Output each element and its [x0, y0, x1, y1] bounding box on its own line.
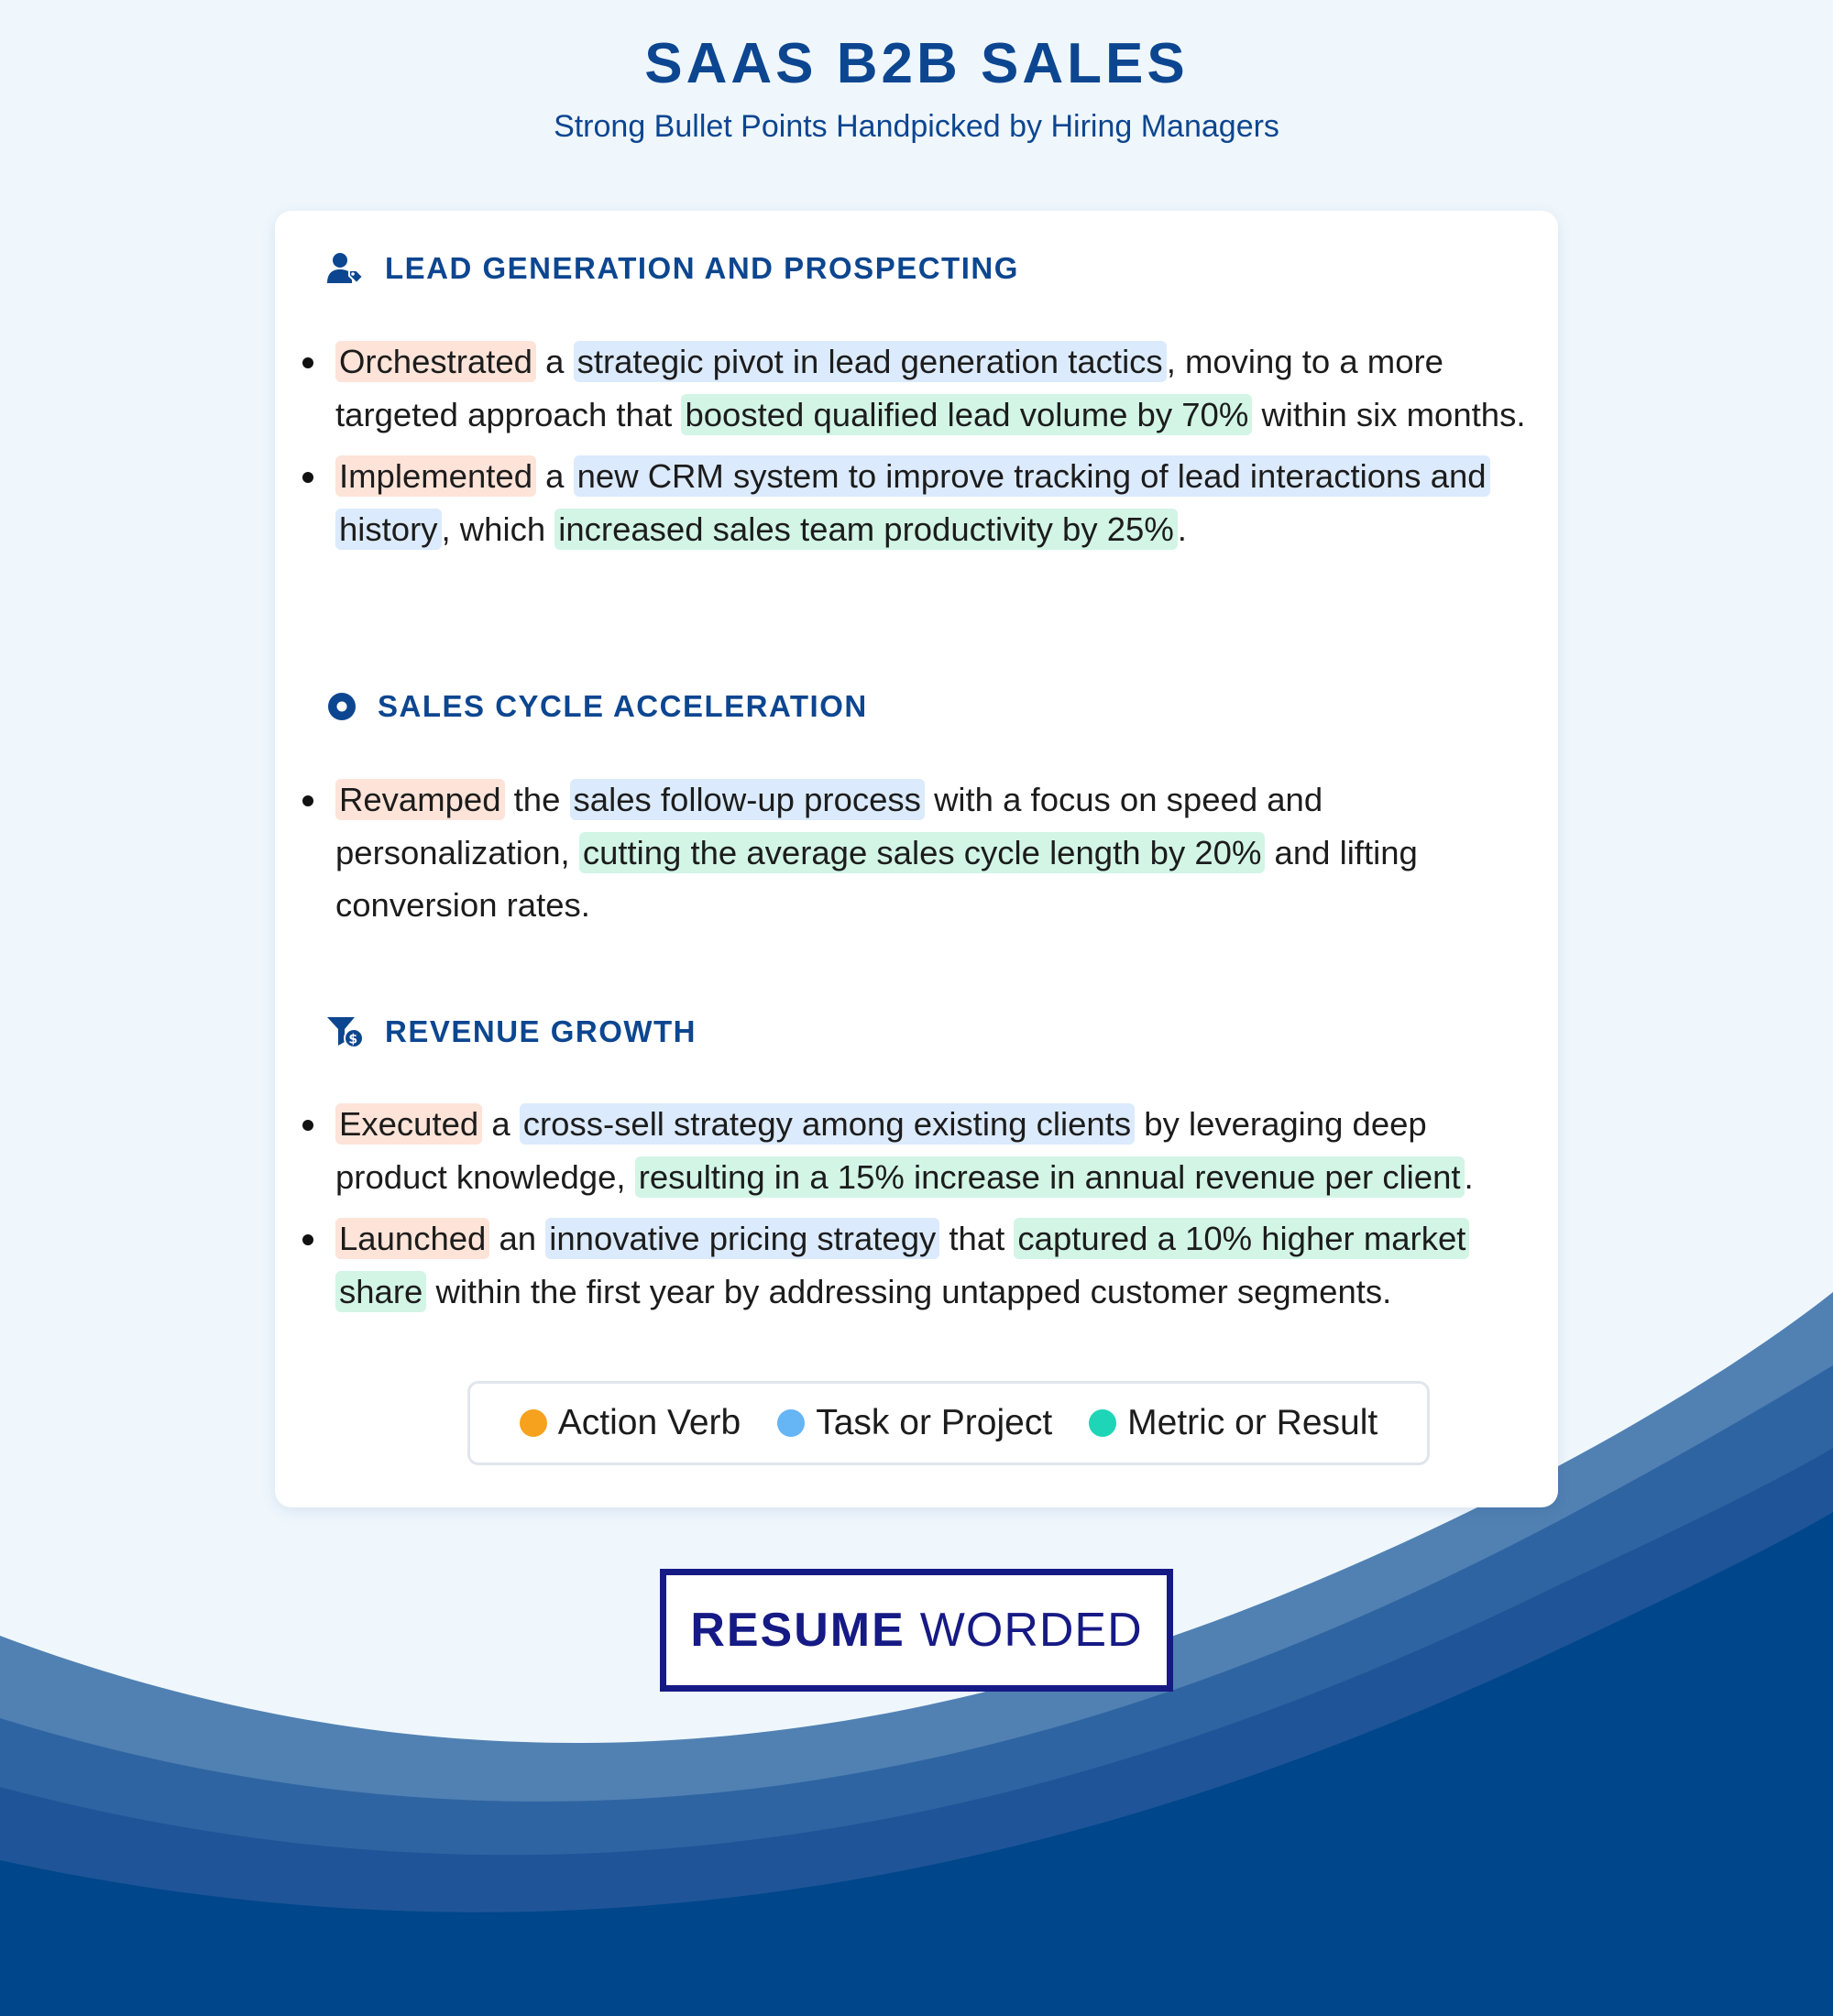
bullet-item: [275, 773, 1558, 932]
resume-worded-logo: [660, 1569, 1173, 1692]
blue-dot-icon: [777, 1409, 805, 1437]
logo-light-text: WORDED: [919, 1604, 1143, 1657]
page-header: [0, 0, 1833, 145]
plain-text: by leveraging deep product knowledge,: [335, 1105, 1427, 1196]
action-verb-highlight: Executed: [335, 1103, 482, 1145]
bullet-item: [275, 1098, 1558, 1203]
metric-highlight: increased sales team productivity by 25%: [554, 509, 1178, 550]
bullet-item: [275, 335, 1558, 441]
section-heading-lead-generation: [326, 251, 1019, 286]
target-circle-icon: [326, 691, 357, 722]
task-highlight: sales follow-up process: [570, 779, 925, 820]
plain-text: within six months.: [1252, 395, 1526, 433]
bullet-item: [275, 450, 1558, 555]
bullet-list: [275, 773, 1558, 941]
plain-text: with a focus on speed and personalization,: [335, 781, 1323, 871]
section-heading-sales-cycle: [326, 689, 868, 724]
metric-highlight: cutting the average sales cycle length by 20%: [579, 832, 1266, 873]
legend-item-metric: [1089, 1403, 1377, 1443]
plain-text: an: [489, 1220, 546, 1257]
bullet-list: [275, 1098, 1558, 1327]
section-heading-text: REVENUE GROWTH: [385, 1014, 697, 1048]
metric-highlight: captured a 10% higher market share: [335, 1218, 1469, 1312]
orange-dot-icon: [520, 1409, 547, 1437]
legend-label: Task or Project: [816, 1403, 1053, 1442]
section-heading-revenue-growth: [326, 1014, 697, 1049]
teal-dot-icon: [1089, 1409, 1116, 1437]
plain-text: a: [482, 1105, 520, 1143]
plain-text: , moving to a more targeted approach that: [335, 343, 1443, 433]
svg-text:$: $: [348, 1032, 359, 1047]
bullet-points-card: [275, 211, 1558, 1507]
user-tag-icon: [326, 252, 365, 285]
plain-text: and lifting conversion rates.: [335, 833, 1418, 924]
legend-item-action-verb: [520, 1403, 741, 1443]
bullet-item: [275, 1212, 1558, 1318]
plain-text: .: [1464, 1157, 1474, 1196]
action-verb-highlight: Revamped: [335, 779, 505, 820]
plain-text: the: [504, 781, 570, 818]
action-verb-highlight: Launched: [335, 1218, 489, 1259]
legend-item-task: [777, 1403, 1052, 1443]
legend-label: Action Verb: [557, 1403, 741, 1442]
highlight-legend: [467, 1381, 1430, 1465]
funnel-dollar-icon: [326, 1015, 365, 1048]
plain-text: .: [1177, 509, 1187, 548]
page-subtitle: Strong Bullet Points Handpicked by Hiring Managers: [554, 109, 1279, 144]
metric-highlight: resulting in a 15% increase in annual revenue per client: [635, 1156, 1465, 1198]
task-highlight: innovative pricing strategy: [545, 1218, 939, 1259]
task-highlight: cross-sell strategy among existing clients: [520, 1103, 1135, 1145]
plain-text: that: [939, 1220, 1015, 1257]
action-verb-highlight: Implemented: [335, 455, 536, 497]
plain-text: within the first year by addressing untapped customer segments.: [426, 1272, 1392, 1310]
logo-bold-text: RESUME: [690, 1604, 906, 1657]
plain-text: , which: [441, 509, 555, 548]
plain-text: a: [536, 457, 574, 495]
action-verb-highlight: Orchestrated: [335, 341, 536, 382]
bullet-list: [275, 335, 1558, 564]
metric-highlight: boosted qualified lead volume by 70%: [681, 394, 1252, 435]
section-heading-text: SALES CYCLE ACCELERATION: [378, 689, 868, 723]
task-highlight: new CRM system to improve tracking of lead interactions and history: [335, 455, 1490, 550]
page-title: SAAS B2B SALES: [644, 32, 1189, 95]
task-highlight: strategic pivot in lead generation tactics: [574, 341, 1167, 382]
plain-text: a: [535, 343, 574, 380]
section-heading-text: LEAD GENERATION AND PROSPECTING: [385, 251, 1019, 285]
legend-label: Metric or Result: [1127, 1403, 1378, 1442]
